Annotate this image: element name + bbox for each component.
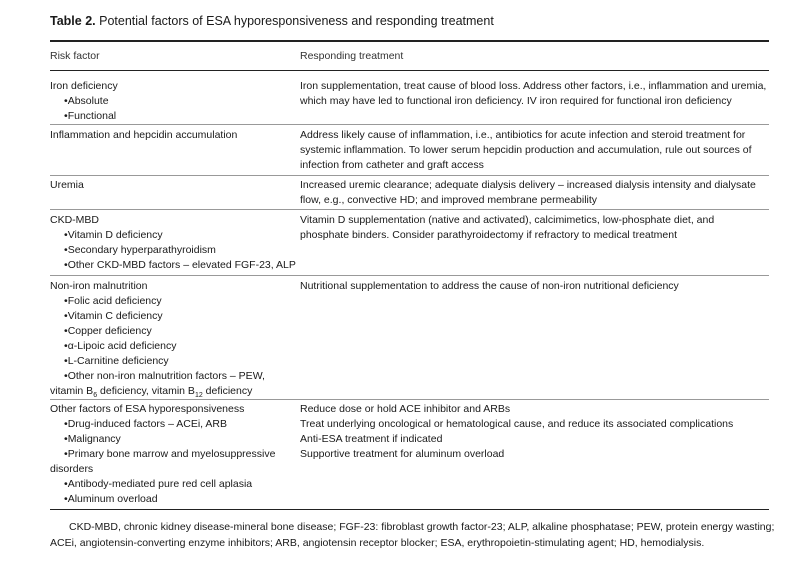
table-footnote: CKD-MBD, chronic kidney disease-mineral bone disease; FGF-23: fibroblast growth factor-23; ALP, alkaline phosphatase; PEW, protein energy wasting; ACEi, angiotensin-converting enzyme inhibitors; ARB, angiotensin receptor blocker; ESA, erythropoietin-stimulating agent; HD, hemodialysis. bbox=[50, 521, 775, 549]
risk-factor: CKD-MBD bbox=[50, 214, 99, 226]
treatment-line: Supportive treatment for aluminum overload bbox=[300, 448, 505, 460]
sub-factor: • Malignancy bbox=[50, 432, 295, 447]
treatment-line: Nutritional supplementation to address the cause of non-iron nutritional deficiency bbox=[300, 280, 679, 292]
table-row bbox=[50, 79, 295, 124]
sub-factor: • Drug-induced factors – ACEi, ARB bbox=[50, 417, 295, 432]
sub-factor: • Vitamin D deficiency bbox=[50, 228, 295, 243]
header-responding-treatment: Responding treatment bbox=[300, 50, 404, 62]
sub-factor: • Functional bbox=[50, 109, 295, 124]
treatment-cell bbox=[300, 178, 770, 208]
risk-factor: Inflammation and hepcidin accumulation bbox=[50, 129, 238, 141]
sub-factor: • Secondary hyperparathyroidism bbox=[50, 243, 295, 258]
treatment-line: which may have led to functional iron deficiency. IV iron required for functional iron deficiency bbox=[300, 95, 732, 107]
sub-factor: • Absolute bbox=[50, 94, 295, 109]
treatment-cell bbox=[300, 128, 770, 173]
header-rule bbox=[50, 70, 769, 71]
treatment-line: phosphate binders. Consider parathyroidectomy if refractory to medical treatment bbox=[300, 229, 678, 241]
treatment-line: Reduce dose or hold ACE inhibitor and ARBs bbox=[300, 403, 511, 415]
treatment-line: Vitamin D supplementation (native and activated), calcimimetics, low-phosphate diet, and bbox=[300, 214, 715, 226]
sub-factor: • Primary bone marrow and myelosuppressive bbox=[50, 447, 295, 462]
table-row bbox=[50, 128, 295, 143]
risk-factor: Iron deficiency bbox=[50, 80, 118, 92]
row-divider bbox=[50, 275, 769, 276]
treatment-cell bbox=[300, 79, 770, 109]
risk-factor: Uremia bbox=[50, 179, 84, 191]
treatment-cell bbox=[300, 402, 770, 462]
risk-factor: Other factors of ESA hyporesponsiveness bbox=[50, 403, 245, 415]
sub-factor: • Copper deficiency bbox=[50, 324, 295, 339]
header-risk-factor: Risk factor bbox=[50, 50, 100, 62]
sub-factor-continuation: disorders bbox=[50, 463, 94, 475]
row-divider bbox=[50, 209, 769, 210]
table-title bbox=[50, 14, 494, 28]
treatment-line: Treat underlying oncological or hematological cause, and reduce its associated complications bbox=[300, 418, 734, 430]
sub-factor: • Folic acid deficiency bbox=[50, 294, 295, 309]
treatment-line: Address likely cause of inflammation, i.e., antibiotics for acute infection and steroid treatment for bbox=[300, 129, 746, 141]
sub-factor: • Vitamin C deficiency bbox=[50, 309, 295, 324]
top-rule bbox=[50, 40, 769, 42]
table-row bbox=[50, 279, 295, 403]
sub-factor: • L-Carnitine deficiency bbox=[50, 354, 295, 369]
sub-factor: • Antibody-mediated pure red cell aplasia bbox=[50, 477, 295, 492]
treatment-line: Iron supplementation, treat cause of blood loss. Address other factors, i.e., inflammation and uremia, bbox=[300, 80, 767, 92]
sub-factor: • α-Lipoic acid deficiency bbox=[50, 339, 295, 354]
table-caption: Potential factors of ESA hyporesponsiveness and responding treatment bbox=[99, 14, 494, 28]
risk-factor: Non-iron malnutrition bbox=[50, 280, 148, 292]
table-row bbox=[50, 402, 295, 507]
bottom-rule bbox=[50, 509, 769, 510]
row-divider bbox=[50, 399, 769, 400]
treatment-line: flow, e.g., convective HD; and improved membrane permeability bbox=[300, 194, 598, 206]
table-label: Table 2. bbox=[50, 14, 96, 28]
sub-factor: • Other CKD-MBD factors – elevated FGF-23, ALP bbox=[50, 258, 295, 273]
sub-factor: • Aluminum overload bbox=[50, 492, 295, 507]
treatment-line: systemic inflammation. To lower serum hepcidin production and accumulation, rule out sources of bbox=[300, 144, 752, 156]
treatment-cell bbox=[300, 213, 770, 243]
row-divider bbox=[50, 175, 769, 176]
treatment-line: Anti-ESA treatment if indicated bbox=[300, 433, 443, 445]
sub-factor-continuation: vitamin $B_6$ deficiency, vitamin $B_{12}$ deficiency bbox=[50, 385, 253, 400]
treatment-line: infection from catheter and graft access bbox=[300, 159, 484, 171]
table-row bbox=[50, 178, 295, 193]
table-row bbox=[50, 213, 295, 273]
treatment-cell bbox=[300, 279, 770, 294]
row-divider bbox=[50, 124, 769, 125]
treatment-line: Increased uremic clearance; adequate dialysis delivery – increased dialysis intensity and dialysate bbox=[300, 179, 756, 191]
sub-factor: • Other non-iron malnutrition factors – PEW, bbox=[50, 369, 295, 384]
